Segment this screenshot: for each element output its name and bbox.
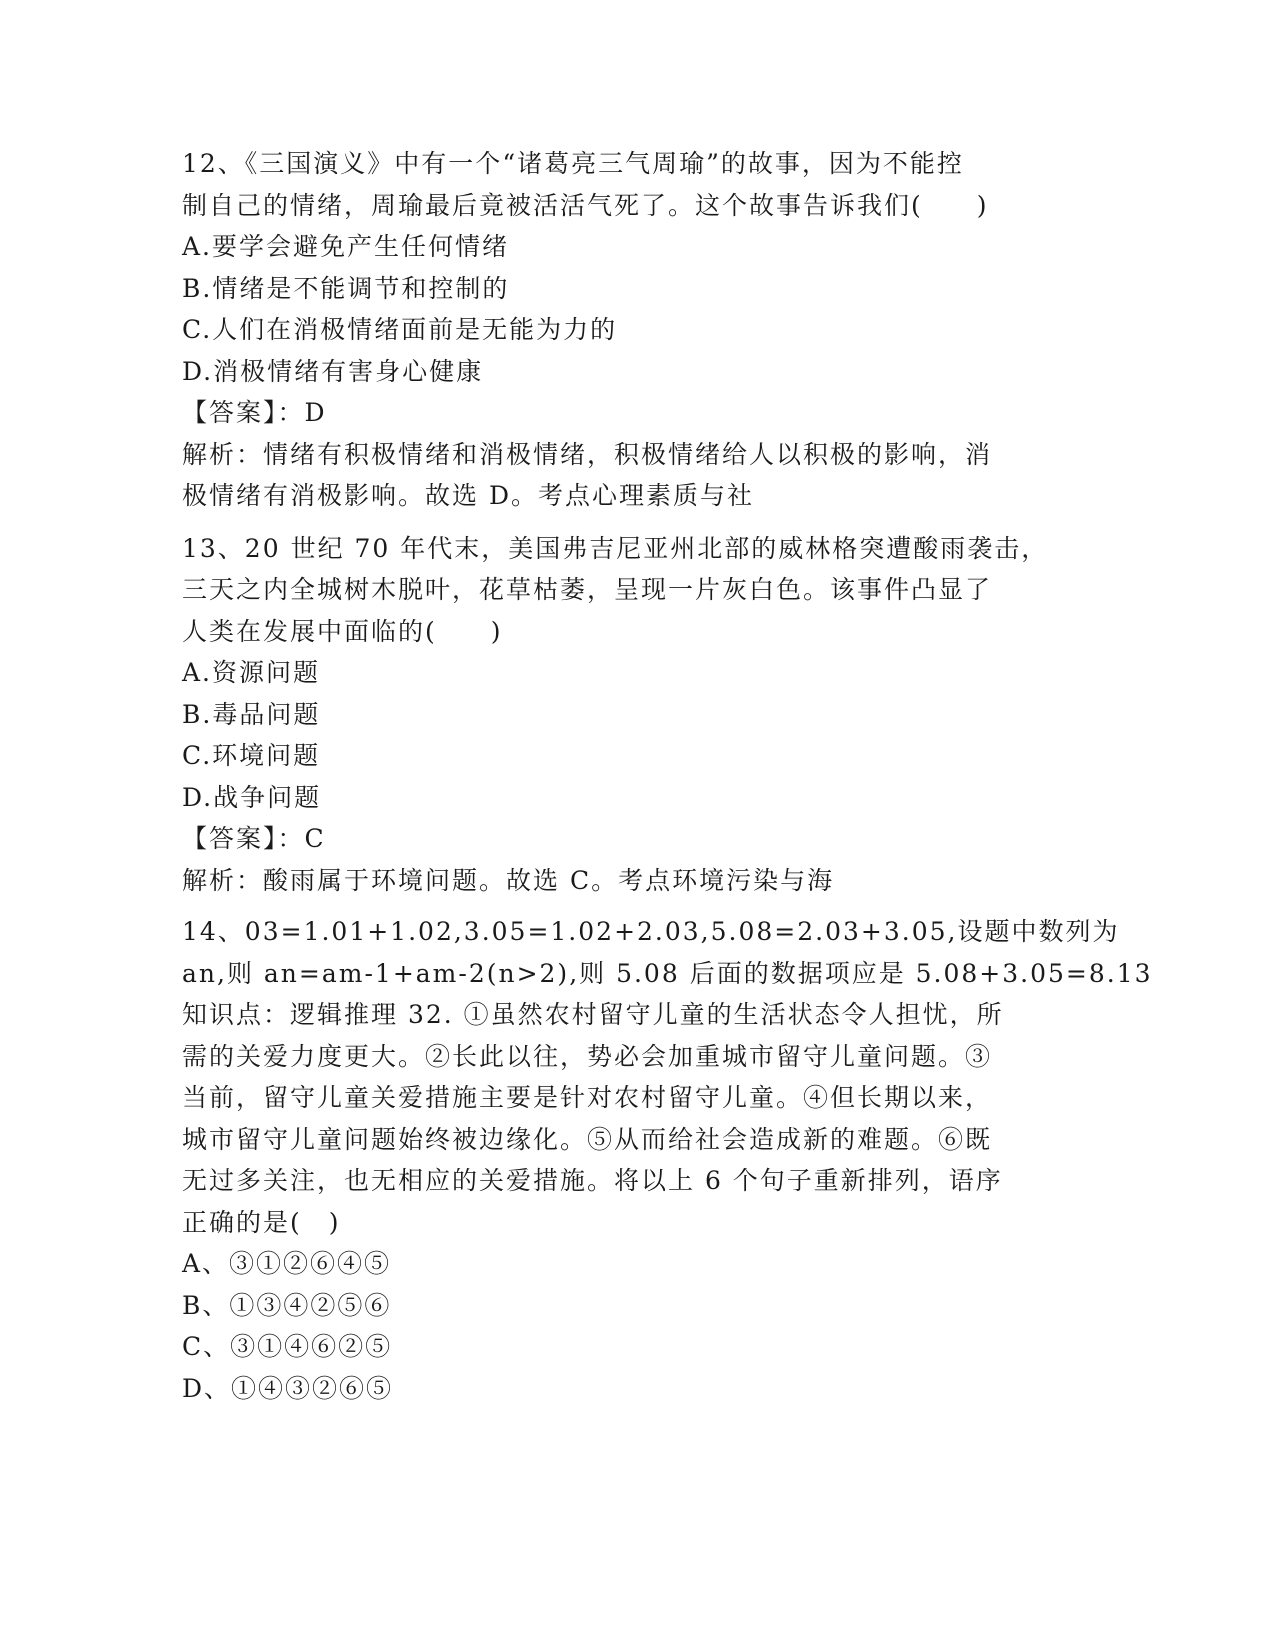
document-page: [182, 143, 1153, 1409]
answer: 【答案】：D: [182, 398, 327, 427]
question-stem: 制自己的情绪，周瑜最后竟被活活气死了。这个故事告诉我们( ): [182, 190, 989, 220]
question-stem: 三天之内全城树木脱叶，花草枯萎，呈现一片灰白色。该事件凸显了: [182, 575, 993, 604]
question-stem: 知识点：逻辑推理 32. ①虽然农村留守儿童的生活状态令人担忧，所: [182, 1000, 1004, 1029]
question-stem: 无过多关注，也无相应的关爱措施。将以上 6 个句子重新排列，语序: [182, 1166, 1003, 1195]
option-b: B.情绪是不能调节和控制的: [182, 273, 510, 303]
question-stem: 城市留守儿童问题始终被边缘化。⑤从而给社会造成新的难题。⑥既: [182, 1124, 993, 1154]
question-stem: 人类在发展中面临的( ): [182, 616, 503, 646]
question-stem: 正确的是( ): [182, 1207, 341, 1237]
analysis: 解析：酸雨属于环境问题。故选 C。考点环境污染与海: [182, 865, 835, 895]
analysis: 极情绪有消极影响。故选 D。考点心理素质与社: [182, 481, 754, 510]
option-b: B.毒品问题: [182, 699, 321, 729]
analysis: 解析：情绪有积极情绪和消极情绪，积极情绪给人以积极的影响，消: [182, 439, 993, 469]
question-12: [182, 143, 1042, 517]
question-stem: 14、03=1.01+1.02,3.05=1.02+2.03,5.08=2.03+3.05,设题中数列为: [182, 917, 1120, 946]
option-b: B、①③④②⑤⑥: [182, 1290, 392, 1320]
question-stem: 12、《三国演义》中有一个“诸葛亮三气周瑜”的故事，因为不能控: [182, 149, 964, 178]
question-stem: 13、20 世纪 70 年代末，美国弗吉尼亚州北部的威林格突遭酸雨袭击，: [182, 533, 1049, 563]
question-stem: an,则 an=am-1+am-2(n>2),则 5.08 后面的数据项应是 5.08+3.05=8.13: [182, 958, 1153, 988]
option-d: D.消极情绪有害身心健康: [182, 356, 484, 386]
option-a: A、③①②⑥④⑤: [182, 1249, 392, 1278]
option-c: C.人们在消极情绪面前是无能为力的: [182, 315, 618, 344]
option-a: A.要学会避免产生任何情绪: [182, 232, 510, 261]
option-d: D、①④③②⑥⑤: [182, 1373, 394, 1403]
option-c: C.环境问题: [182, 741, 321, 770]
question-stem: 当前，留守儿童关爱措施主要是针对农村留守儿童。④但长期以来，: [182, 1083, 993, 1112]
question-stem: 需的关爱力度更大。②长此以往，势必会加重城市留守儿童问题。③: [182, 1041, 993, 1071]
option-d: D.战争问题: [182, 782, 322, 812]
option-c: C、③①④⑥②⑤: [182, 1332, 393, 1361]
question-13: [182, 528, 1049, 902]
answer: 【答案】：C: [182, 824, 326, 853]
question-14: [182, 911, 1153, 1409]
option-a: A.资源问题: [182, 658, 321, 687]
